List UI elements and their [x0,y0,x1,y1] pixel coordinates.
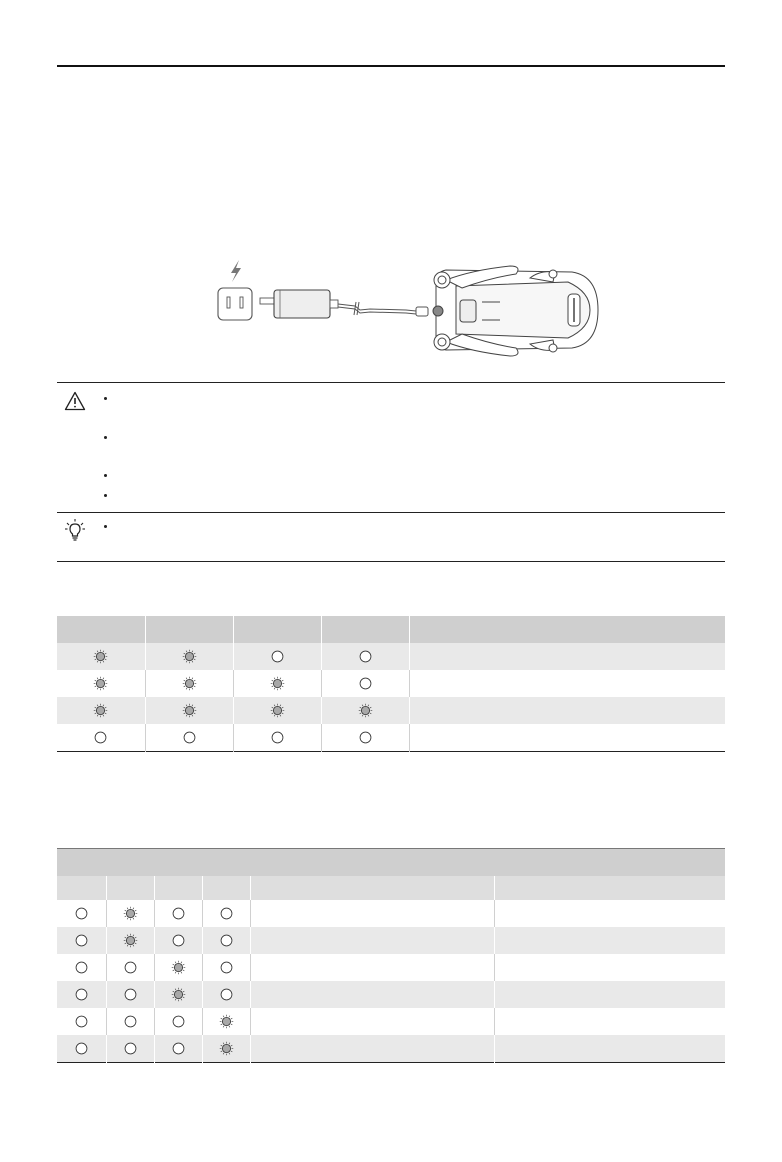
led-indicator-icon [93,730,108,745]
row-description [250,900,494,927]
warning-icon [64,391,86,411]
row-description [250,1035,494,1063]
row-description [494,981,725,1008]
led-indicator-icon [74,1014,89,1029]
led-indicator-icon [74,933,89,948]
row-description [494,1008,725,1035]
warning-bullet [104,474,107,477]
protection-table [57,848,725,1063]
row-description [494,900,725,927]
row-description [250,1008,494,1035]
table-header-row [57,876,725,900]
led-indicator-icon [270,649,285,664]
row-description [494,954,725,981]
led-indicator-icon [219,906,234,921]
header-cell [57,876,106,900]
led-indicator-icon [123,933,138,948]
row-description [494,927,725,954]
led-indicator-icon [219,987,234,1002]
led-indicator-icon [219,933,234,948]
table-title [57,849,725,877]
led-indicator-icon [171,1041,186,1056]
row-description [409,724,725,752]
page-top-rule [57,65,725,67]
table-row [57,697,725,724]
led-indicator-icon [171,906,186,921]
led-indicator-icon [219,1041,234,1056]
row-description [409,670,725,697]
table-row [57,1035,725,1063]
led-indicator-icon [358,730,373,745]
led-indicator-icon [171,933,186,948]
header-cell [154,876,202,900]
notes-divider [57,512,725,513]
row-description [494,1035,725,1063]
warning-bullet [104,494,107,497]
led-indicator-icon [358,649,373,664]
led-indicator-icon [171,987,186,1002]
tip-bullet [104,525,107,528]
led-indicator-icon [74,960,89,975]
led-indicator-icon [182,730,197,745]
led-indicator-icon [74,906,89,921]
warning-bullet [104,436,107,439]
led-indicator-icon [270,730,285,745]
notes-bottom-rule [57,561,725,562]
table-row [57,900,725,927]
charging-illustration [210,252,610,367]
led-indicator-icon [74,987,89,1002]
table-row [57,643,725,670]
header-cell [145,616,233,643]
power-outlet-icon [218,288,252,320]
header-cell [409,616,725,643]
led-indicator-icon [123,987,138,1002]
led-indicator-icon [219,1014,234,1029]
led-indicator-icon [182,649,197,664]
led-indicator-icon [270,703,285,718]
led-indicator-icon [74,1041,89,1056]
table-title-row [57,849,725,877]
led-indicator-icon [123,906,138,921]
notes-box [57,382,725,562]
row-description [250,981,494,1008]
table-row [57,1008,725,1035]
table-row [57,981,725,1008]
lightbulb-icon [64,518,86,542]
charge-level-table [57,616,725,752]
usb-cable [338,302,428,316]
header-cell [106,876,154,900]
led-indicator-icon [93,676,108,691]
led-indicator-icon [171,1014,186,1029]
table-header-row [57,616,725,643]
led-indicator-icon [123,1014,138,1029]
led-indicator-icon [358,703,373,718]
led-indicator-icon [123,1041,138,1056]
led-indicator-icon [93,703,108,718]
header-cell [494,876,725,900]
led-indicator-icon [182,703,197,718]
header-cell [233,616,321,643]
row-description [250,954,494,981]
lightning-bolt-icon [231,260,241,282]
header-cell [321,616,409,643]
led-indicator-icon [171,960,186,975]
led-indicator-icon [358,676,373,691]
table-row [57,927,725,954]
header-cell [202,876,250,900]
table-row [57,724,725,752]
row-description [409,643,725,670]
led-indicator-icon [219,960,234,975]
warning-bullet [104,397,107,400]
led-indicator-icon [93,649,108,664]
led-indicator-icon [270,676,285,691]
charger-icon [260,290,338,318]
notes-top-rule [57,382,725,383]
led-indicator-icon [123,960,138,975]
row-description [409,697,725,724]
table-row [57,670,725,697]
aircraft-icon [433,266,598,356]
header-cell [250,876,494,900]
table-row [57,954,725,981]
row-description [250,927,494,954]
header-cell [57,616,145,643]
led-indicator-icon [182,676,197,691]
